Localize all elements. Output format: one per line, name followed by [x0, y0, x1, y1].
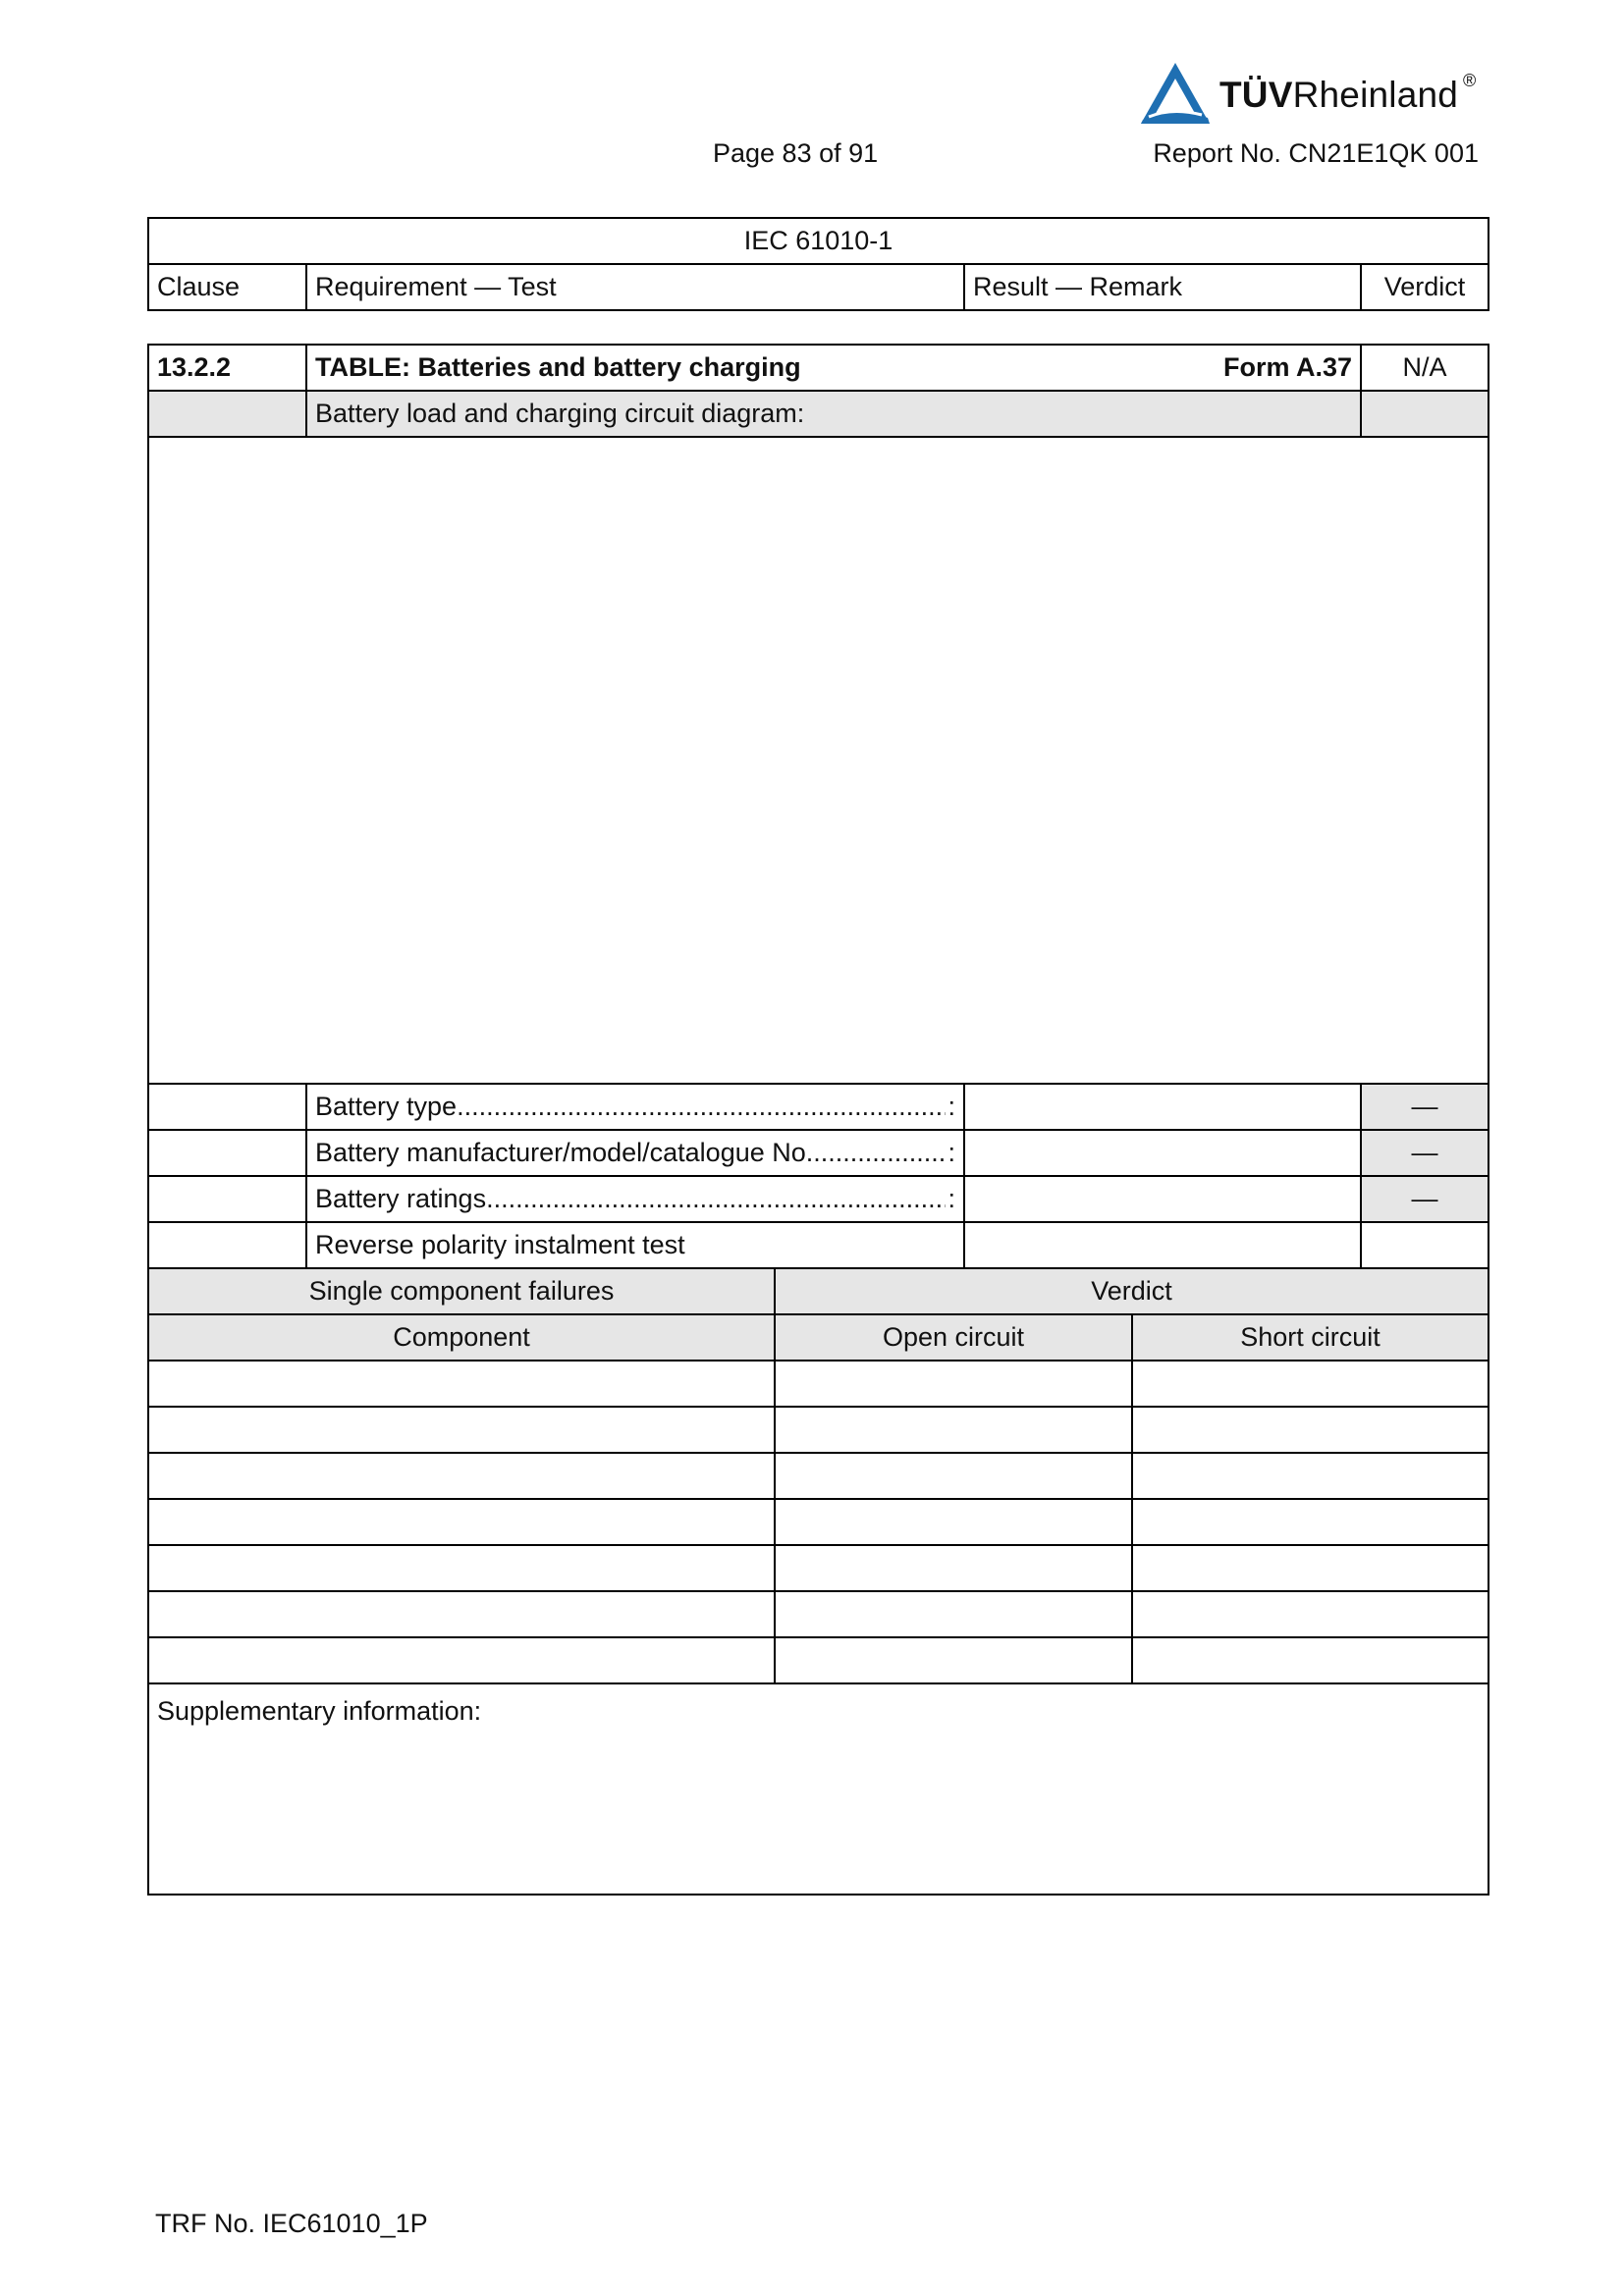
battery-type-result — [964, 1084, 1361, 1130]
table-row: Battery type ..... : — — [148, 1084, 1489, 1130]
battery-manufacturer-result — [964, 1130, 1361, 1176]
failures-header: Single component failures — [148, 1268, 775, 1314]
table-row: Battery manufacturer/model/catalogue No. ..... : — — [148, 1130, 1489, 1176]
column-verdict: Verdict — [1361, 264, 1489, 310]
component-header: Component — [148, 1314, 775, 1361]
clause-number: 13.2.2 — [148, 345, 306, 391]
circuit-diagram-area — [148, 437, 1489, 1084]
table-row — [148, 1545, 1489, 1591]
diagram-label: Battery load and charging circuit diagram: — [306, 391, 1361, 437]
column-clause: Clause — [148, 264, 306, 310]
reverse-polarity-result — [964, 1222, 1361, 1268]
table-row: Battery ratings ..... : — — [148, 1176, 1489, 1222]
table-title-cell — [306, 345, 1361, 391]
battery-type-label: Battery type — [315, 1092, 458, 1121]
table-row — [148, 1637, 1489, 1683]
reverse-polarity-verdict — [1361, 1222, 1489, 1268]
supplementary-information: Supplementary information: — [148, 1683, 1489, 1895]
standard-header-table — [147, 217, 1489, 311]
table-row — [148, 1591, 1489, 1637]
registered-mark: ® — [1463, 71, 1477, 90]
logo-wordmark — [1219, 75, 1458, 116]
tuv-triangle-icon — [1139, 61, 1212, 126]
table-verdict: N/A — [1361, 345, 1489, 391]
battery-manufacturer-verdict: — — [1361, 1130, 1489, 1176]
short-circuit-header: Short circuit — [1132, 1314, 1489, 1361]
open-circuit-header: Open circuit — [775, 1314, 1132, 1361]
trf-number: TRF No. IEC61010_1P — [155, 2209, 428, 2238]
battery-type-verdict: — — [1361, 1084, 1489, 1130]
battery-ratings-label: Battery ratings — [315, 1184, 487, 1213]
battery-table — [147, 344, 1489, 1896]
logo-brand-regular: Rheinland — [1292, 75, 1459, 115]
reverse-polarity-label: Reverse polarity instalment test — [306, 1222, 964, 1268]
table-title: TABLE: Batteries and battery charging — [315, 352, 801, 382]
diagram-label-blank — [148, 391, 306, 437]
standard-title: IEC 61010-1 — [148, 218, 1489, 264]
table-row — [148, 1499, 1489, 1545]
table-row — [148, 1453, 1489, 1499]
table-row — [148, 1407, 1489, 1453]
diagram-label-verdict — [1361, 391, 1489, 437]
form-label: Form A.37 — [1222, 352, 1353, 382]
logo-brand-bold: TÜV — [1219, 75, 1293, 115]
failures-verdict-header: Verdict — [775, 1268, 1489, 1314]
table-row — [148, 1222, 1489, 1268]
battery-ratings-result — [964, 1176, 1361, 1222]
battery-manufacturer-label: Battery manufacturer/model/catalogue No. — [315, 1138, 814, 1167]
page-number: Page 83 of 91 — [713, 138, 879, 168]
column-requirement: Requirement — Test — [306, 264, 964, 310]
column-result: Result — Remark — [964, 264, 1361, 310]
tuv-rheinland-logo — [1139, 61, 1483, 128]
table-row — [148, 1361, 1489, 1407]
battery-ratings-verdict: — — [1361, 1176, 1489, 1222]
report-number: Report No. CN21E1QK 001 — [1153, 138, 1479, 168]
